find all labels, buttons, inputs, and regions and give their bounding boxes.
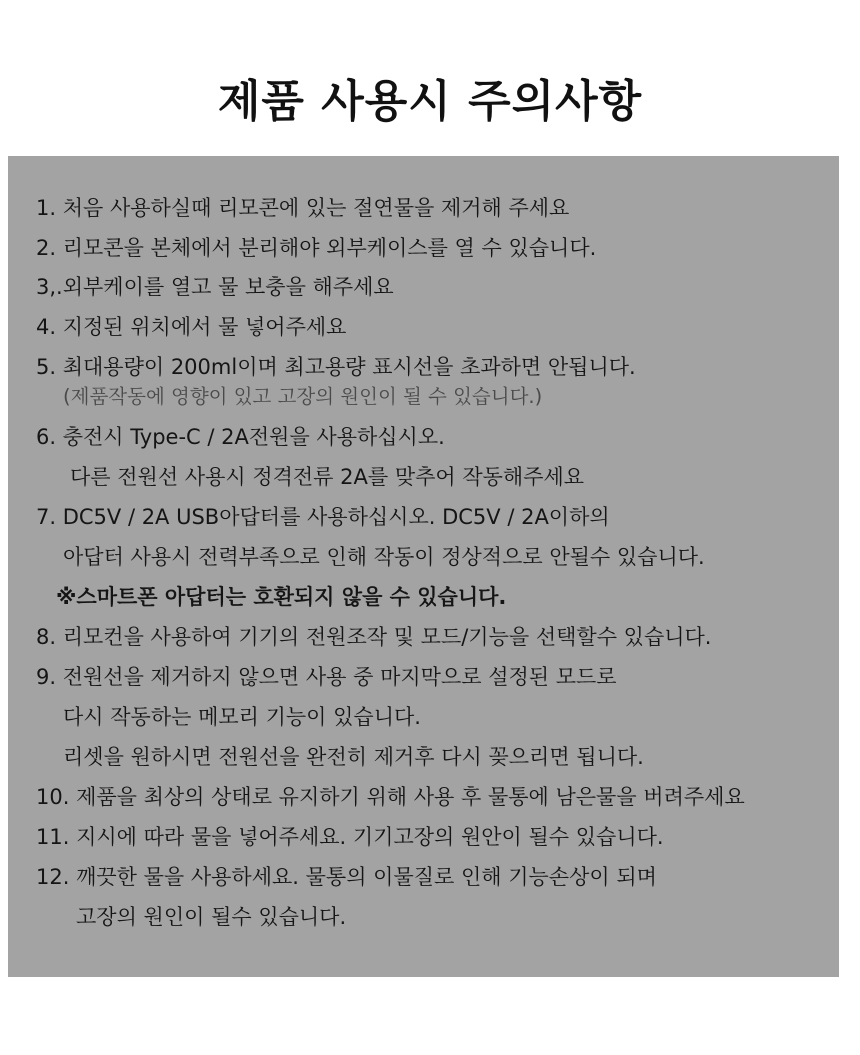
caution-item-8: 8. 리모컨을 사용하여 기기의 전원조작 및 모드/기능을 선택할수 있습니다. <box>36 625 712 649</box>
caution-item-11: 11. 지시에 따라 물을 넣어주세요. 기기고장의 원안이 될수 있습니다. <box>36 825 664 849</box>
caution-item-12-detail: 고장의 원인이 될수 있습니다. <box>76 905 347 929</box>
page-title: 제품 사용시 주의사항 <box>217 76 643 127</box>
caution-item-9-reset: 리셋을 원하시면 전원선을 완전히 제거후 다시 꽂으리면 됩니다. <box>63 745 644 769</box>
caution-item-9: 9. 전원선을 제거하지 않으면 사용 중 마지막으로 설정된 모드로 <box>36 665 617 689</box>
caution-item-2: 2. 리모콘을 본체에서 분리해야 외부케이스를 열 수 있습니다. <box>36 236 597 260</box>
caution-item-1: 1. 처음 사용하실때 리모콘에 있는 절연물을 제거해 주세요 <box>36 196 570 220</box>
caution-item-5: 5. 최대용량이 200ml이며 최고용량 표시선을 초과하면 안됩니다. <box>36 355 636 379</box>
caution-item-9-detail: 다시 작동하는 메모리 기능이 있습니다. <box>63 705 421 729</box>
caution-item-5-note: (제품작동에 영향이 있고 고장의 원인이 될 수 있습니다.) <box>63 385 543 408</box>
caution-item-7-detail: 아답터 사용시 전력부족으로 인해 작동이 정상적으로 안될수 있습니다. <box>63 545 705 569</box>
caution-item-3: 3,.외부케이를 열고 물 보충을 해주세요 <box>36 275 394 299</box>
caution-item-10: 10. 제품을 최상의 상태로 유지하기 위해 사용 후 물통에 남은물을 버려주세요 <box>36 785 745 809</box>
caution-panel <box>8 156 839 977</box>
caution-item-6-detail: 다른 전원선 사용시 정격전류 2A를 맞추어 작동해주세요 <box>70 465 585 489</box>
caution-item-12: 12. 깨끗한 물을 사용하세요. 물통의 이물질로 인해 기능손상이 되며 <box>36 865 657 889</box>
caution-item-7-warning: ※스마트폰 아답터는 호환되지 않을 수 있습니다. <box>56 585 507 609</box>
caution-item-7: 7. DC5V / 2A USB아답터를 사용하십시오. DC5V / 2A이하의 <box>36 505 610 529</box>
caution-item-4: 4. 지정된 위치에서 물 넣어주세요 <box>36 315 347 339</box>
caution-item-6: 6. 충전시 Type-C / 2A전원을 사용하십시오. <box>36 425 445 449</box>
